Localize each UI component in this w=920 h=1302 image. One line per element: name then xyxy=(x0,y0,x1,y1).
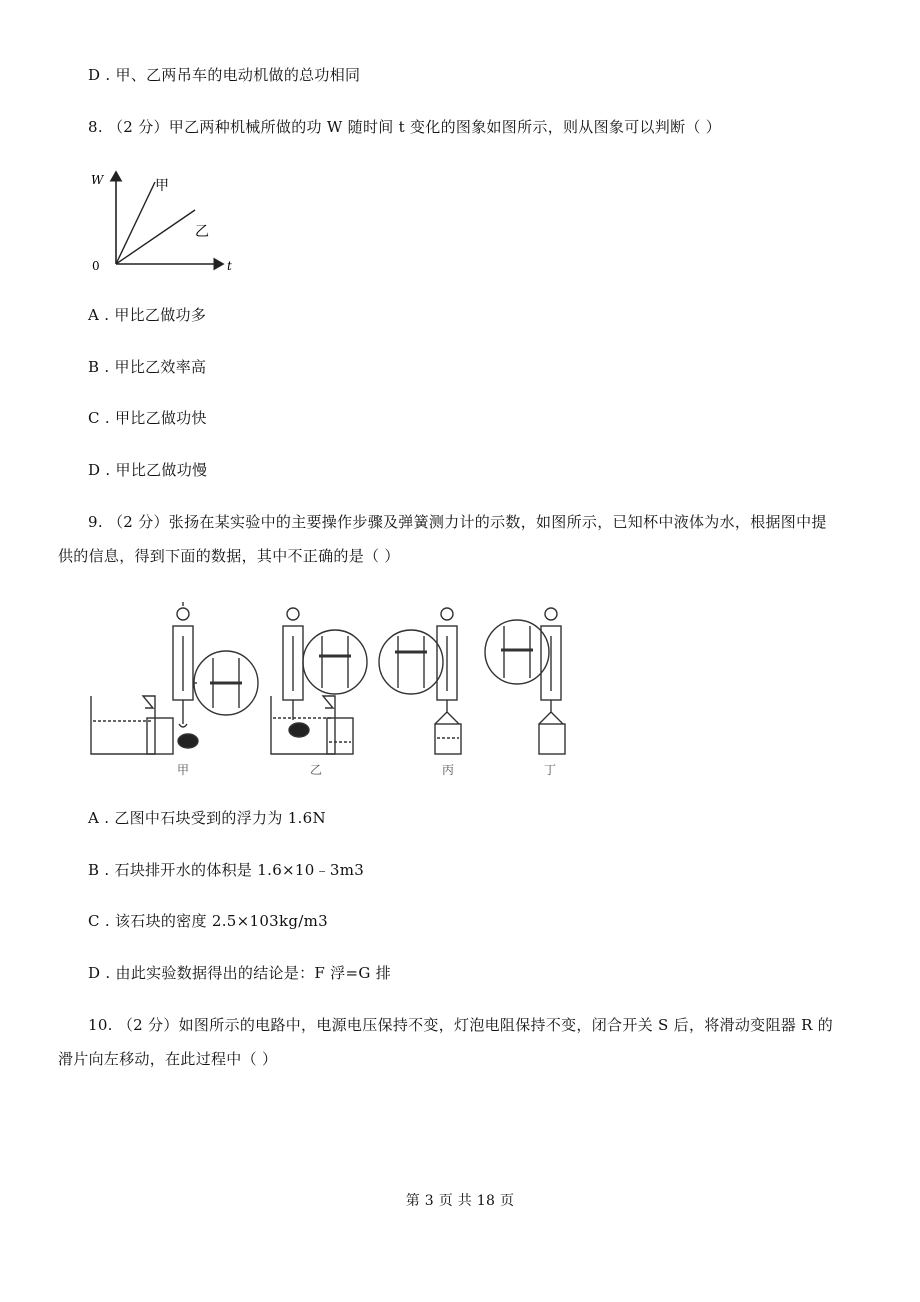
panel-ding xyxy=(485,608,565,754)
page-footer: 第 3 页 共 18 页 xyxy=(405,1193,515,1209)
q9-option-d: D . 由此实验数据得出的结论是：F 浮=G 排 xyxy=(88,964,392,982)
label-yi: 乙 xyxy=(310,763,323,777)
q9-stem-line2: 供的信息，得到下面的数据，其中不正确的是（ ） xyxy=(58,547,400,565)
q8-stem: 8. （2 分）甲乙两种机械所做的功 W 随时间 t 变化的图象如图所示，则从图象可以判断（ ） xyxy=(88,118,722,136)
panel-yi xyxy=(271,608,367,754)
q10-stem-line1: 10. （2 分）如图所示的电路中，电源电压保持不变，灯泡电阻保持不变，闭合开关 S 后，将滑动变阻器 R 的 xyxy=(88,1016,834,1034)
q8-option-b: B . 甲比乙效率高 xyxy=(88,358,207,376)
q8-work-time-graph xyxy=(85,166,245,274)
label-jia: 甲 xyxy=(177,763,190,777)
label-ding: 丁 xyxy=(544,763,557,777)
q9-option-a: A . 乙图中石块受到的浮力为 1.6N xyxy=(88,809,326,827)
line-yi-label: 乙 xyxy=(195,224,209,240)
line-yi xyxy=(116,210,195,264)
q10-stem-line2: 滑片向左移动，在此过程中（ ） xyxy=(58,1050,278,1068)
label-bing: 丙 xyxy=(442,763,455,777)
origin-label: 0 xyxy=(92,259,100,273)
panel-bing xyxy=(379,608,461,754)
q8-option-d: D . 甲比乙做功慢 xyxy=(88,461,208,479)
panel-jia xyxy=(91,602,258,754)
q7-option-d: D . 甲、乙两吊车的电动机做的总功相同 xyxy=(88,66,361,84)
q9-stem-line1: 9. （2 分）张扬在某实验中的主要操作步骤及弹簧测力计的示数，如图所示，已知杯中液体为水，根据图中提 xyxy=(88,513,827,531)
q8-option-a: A . 甲比乙做功多 xyxy=(88,306,207,324)
q8-option-c: C . 甲比乙做功快 xyxy=(88,409,207,427)
q9-option-b: B . 石块排开水的体积是 1.6×10﹣3m3 xyxy=(88,861,365,879)
y-axis-label: W xyxy=(91,173,104,187)
line-jia xyxy=(116,182,155,264)
q9-option-c: C . 该石块的密度 2.5×103kg/m3 xyxy=(88,912,329,930)
q9-experiment-figure xyxy=(85,596,605,786)
x-axis-label: t xyxy=(227,259,232,273)
line-jia-label: 甲 xyxy=(155,178,169,194)
